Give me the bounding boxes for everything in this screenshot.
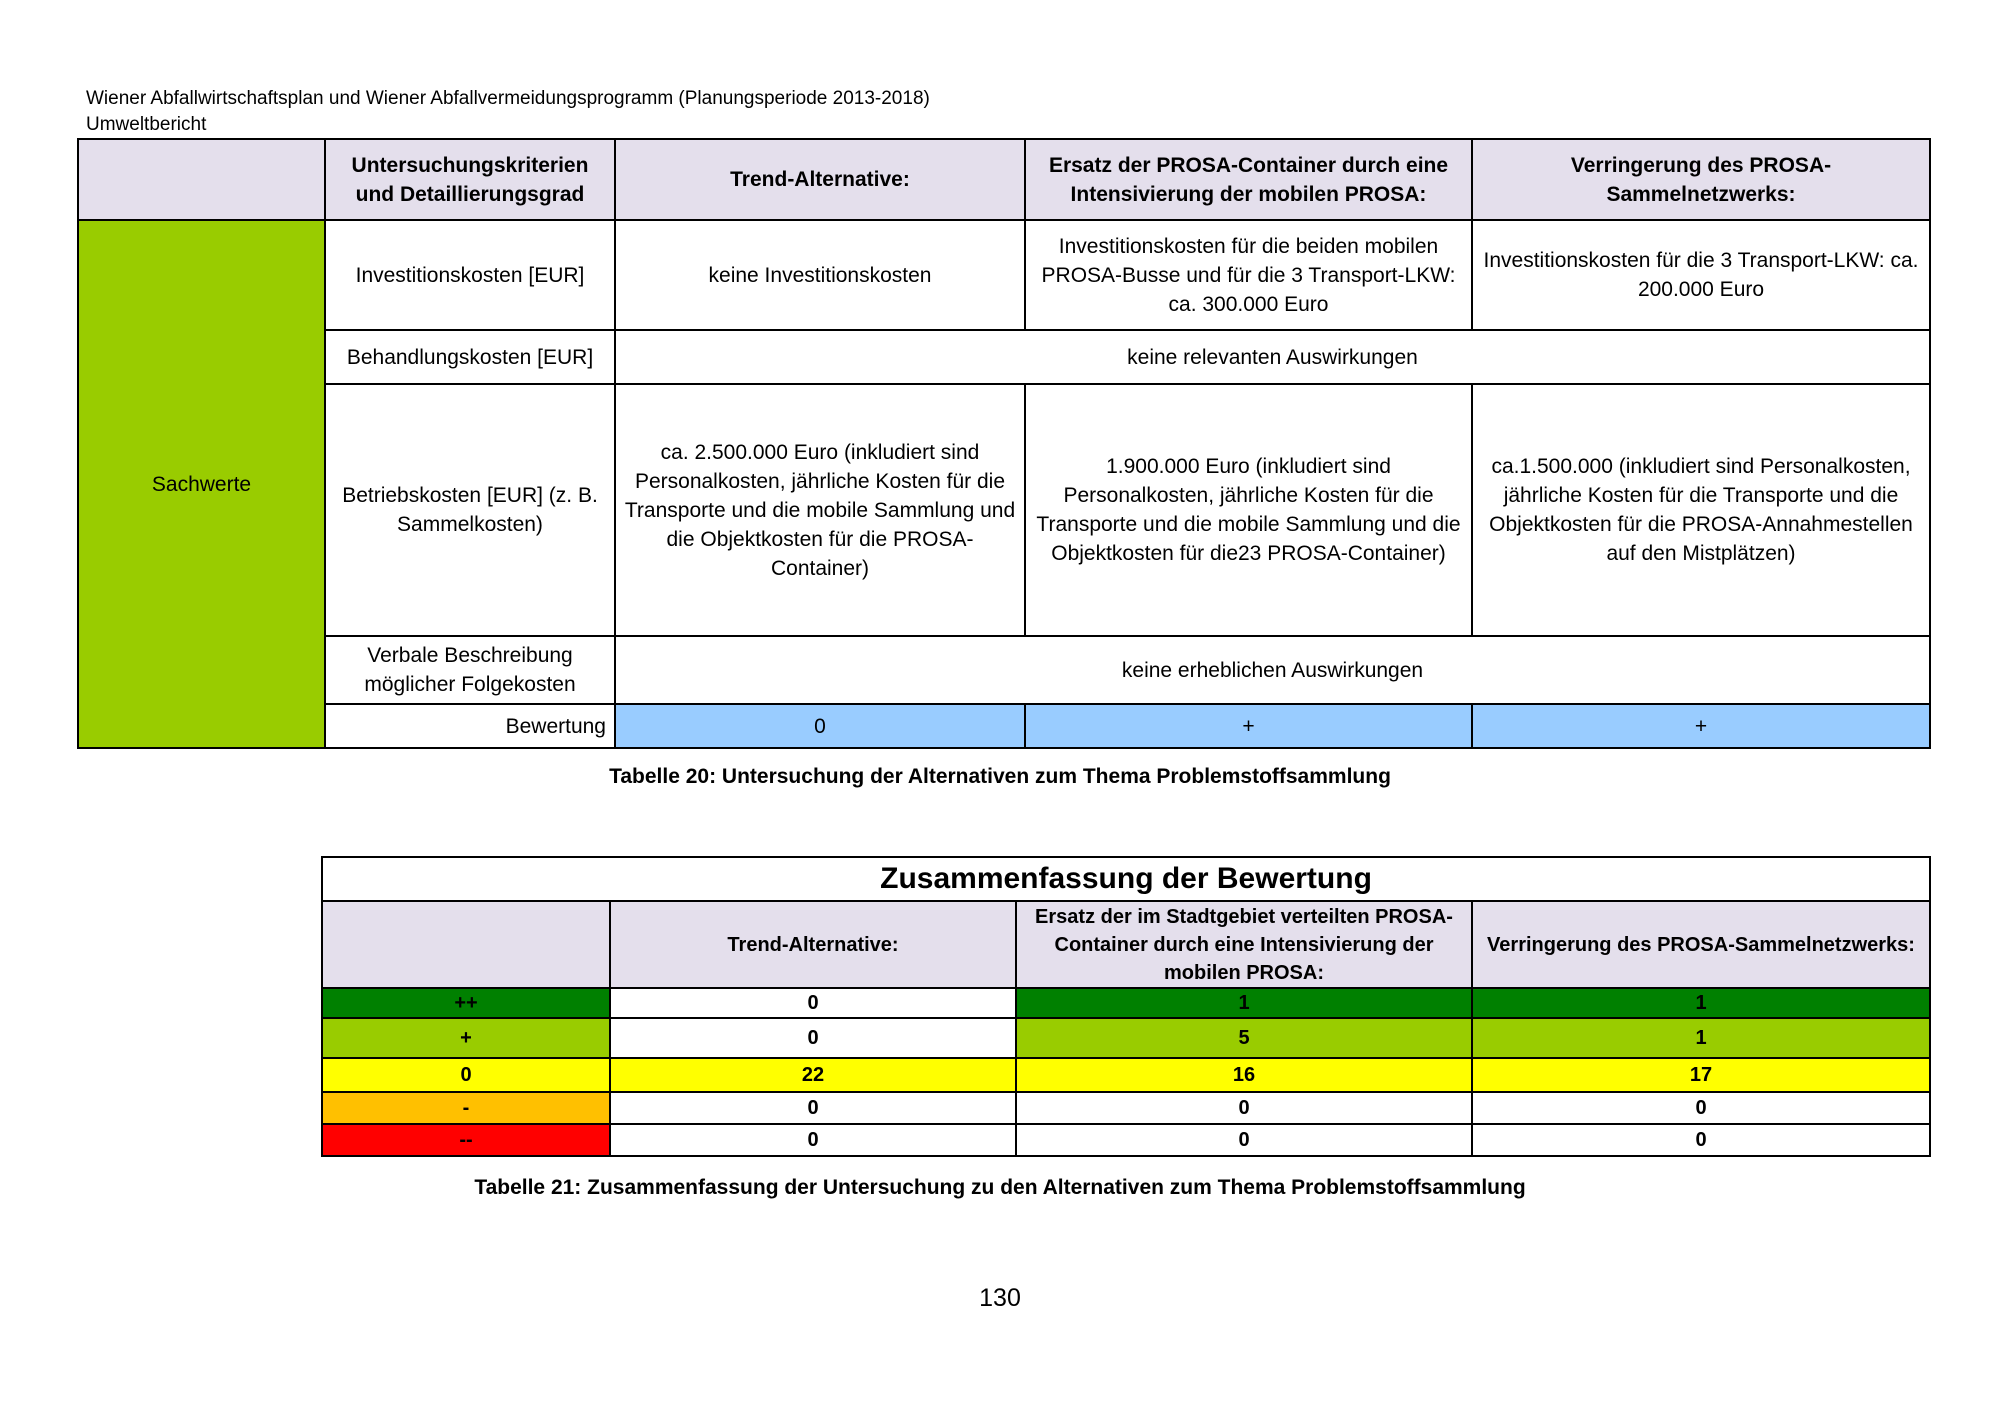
ersatz-cell: Investitionskosten für die beiden mobilen PROSA-Busse und für die 3 Transport-LKW: ca. 300.000 Euro [1025, 220, 1472, 330]
verringerung-value: 1 [1472, 1018, 1930, 1058]
merged-cell: keine erheblichen Auswirkungen [615, 636, 1930, 704]
criterion-cell: Investitionskosten [EUR] [325, 220, 615, 330]
header-empty-cell [78, 139, 325, 220]
summary-title: Zusammenfassung der Bewertung [322, 857, 1930, 901]
document-header [86, 86, 930, 138]
ersatz-value: 0 [1016, 1092, 1472, 1124]
verringerung-value: 1 [1472, 988, 1930, 1018]
rating-label-plusplus: ++ [322, 988, 610, 1018]
trend-cell: keine Investitionskosten [615, 220, 1025, 330]
table-20-header-row [78, 139, 1930, 220]
category-cell-sachwerte: Sachwerte [78, 220, 325, 748]
ersatz-cell: 1.900.000 Euro (inkludiert sind Personalkosten, jährliche Kosten für die Transporte und die mobile Sammlung und die Objektkosten für die23 PROSA-Container) [1025, 384, 1472, 636]
criterion-cell: Behandlungskosten [EUR] [325, 330, 615, 384]
trend-value: 0 [610, 1124, 1016, 1156]
table-row [78, 330, 1930, 384]
table-21-header-row [322, 901, 1930, 988]
header-criteria: Untersuchungskriterien und Detaillierungsgrad [325, 139, 615, 220]
table-row [322, 1058, 1930, 1092]
trend-value: 0 [610, 988, 1016, 1018]
ersatz-value: 16 [1016, 1058, 1472, 1092]
rating-label-plus: + [322, 1018, 610, 1058]
ersatz-value: 1 [1016, 988, 1472, 1018]
table-20 [77, 138, 1931, 749]
rating-label-zero: 0 [322, 1058, 610, 1092]
header-verringerung: Verringerung des PROSA-Sammelnetzwerks: [1472, 901, 1930, 988]
ersatz-value: 5 [1016, 1018, 1472, 1058]
verringerung-value: 0 [1472, 1124, 1930, 1156]
table-row [78, 636, 1930, 704]
bewertung-verringerung: + [1472, 704, 1930, 748]
table-row [322, 1124, 1930, 1156]
bewertung-row [78, 704, 1930, 748]
criterion-cell: Bewertung [325, 704, 615, 748]
bewertung-trend: 0 [615, 704, 1025, 748]
table-row [322, 988, 1930, 1018]
header-ersatz: Ersatz der im Stadtgebiet verteilten PROSA-Container durch eine Intensivierung der mobilen PROSA: [1016, 901, 1472, 988]
header-title: Wiener Abfallwirtschaftsplan und Wiener Abfallvermeidungsprogramm (Planungsperiode 2013-2018) [86, 88, 930, 109]
trend-value: 0 [610, 1092, 1016, 1124]
table-21-title-row [322, 857, 1930, 901]
trend-cell: ca. 2.500.000 Euro (inkludiert sind Personalkosten, jährliche Kosten für die Transporte und die mobile Sammlung und die Objektkosten für die PROSA-Container) [615, 384, 1025, 636]
rating-label-minus: - [322, 1092, 610, 1124]
table-row [322, 1092, 1930, 1124]
header-trend: Trend-Alternative: [610, 901, 1016, 988]
table-21-caption: Tabelle 21: Zusammenfassung der Untersuchung zu den Alternativen zum Thema Problemstoffsammlung [474, 1176, 1526, 1199]
verringerung-cell: ca.1.500.000 (inkludiert sind Personalkosten, jährliche Kosten für die Transporte und die Objektkosten für die PROSA-Annahmestellen auf den Mistplätzen) [1472, 384, 1930, 636]
verringerung-value: 17 [1472, 1058, 1930, 1092]
criterion-cell: Betriebskosten [EUR] (z. B. Sammelkosten) [325, 384, 615, 636]
rating-label-minusminus: -- [322, 1124, 610, 1156]
trend-value: 22 [610, 1058, 1016, 1092]
header-empty-cell [322, 901, 610, 988]
verringerung-cell: Investitionskosten für die 3 Transport-LKW: ca. 200.000 Euro [1472, 220, 1930, 330]
page-number: 130 [979, 1284, 1021, 1312]
trend-value: 0 [610, 1018, 1016, 1058]
bewertung-ersatz: + [1025, 704, 1472, 748]
table-21 [321, 856, 1931, 1157]
table-20-caption: Tabelle 20: Untersuchung der Alternativen zum Thema Problemstoffsammlung [609, 765, 1391, 788]
criterion-cell: Verbale Beschreibung möglicher Folgekosten [325, 636, 615, 704]
table-row [78, 220, 1930, 330]
header-ersatz: Ersatz der PROSA-Container durch eine Intensivierung der mobilen PROSA: [1025, 139, 1472, 220]
header-verringerung: Verringerung des PROSA-Sammelnetzwerks: [1472, 139, 1930, 220]
header-subtitle: Umweltbericht [86, 114, 207, 135]
table-row [78, 384, 1930, 636]
merged-cell: keine relevanten Auswirkungen [615, 330, 1930, 384]
header-trend: Trend-Alternative: [615, 139, 1025, 220]
verringerung-value: 0 [1472, 1092, 1930, 1124]
ersatz-value: 0 [1016, 1124, 1472, 1156]
table-row [322, 1018, 1930, 1058]
